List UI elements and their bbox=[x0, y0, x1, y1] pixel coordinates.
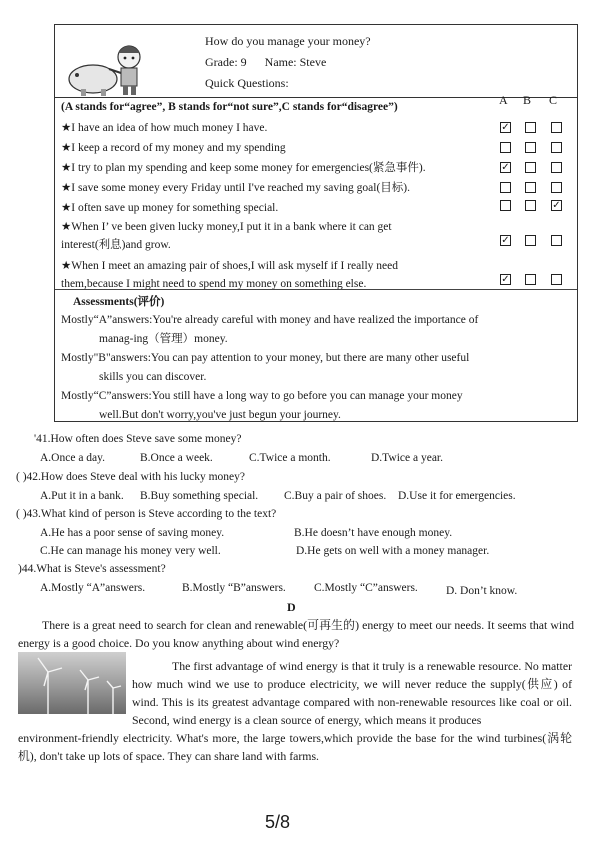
q44-option-c[interactable]: C.Mostly “C”answers. bbox=[314, 582, 418, 594]
assessment-a-line1: Mostly“A”answers:You're already careful with money and have realized the importance of bbox=[61, 314, 479, 326]
checkbox-item5-c[interactable]: ✓ bbox=[552, 200, 561, 211]
checkbox-item1-a[interactable]: ✓ bbox=[501, 122, 510, 133]
column-a-header: A bbox=[499, 93, 508, 107]
page-number: 5/8 bbox=[265, 812, 291, 832]
survey-item-4: ★I save some money every Friday until I've reached my saving goal(目标). bbox=[61, 182, 410, 194]
checkbox-item7-a[interactable]: ✓ bbox=[501, 274, 510, 285]
assessment-c bbox=[61, 387, 566, 425]
checkbox-item7-b[interactable] bbox=[525, 274, 536, 285]
assessment-a bbox=[61, 311, 566, 349]
checkbox-item2-a[interactable] bbox=[500, 142, 511, 153]
checkbox-item4-b[interactable] bbox=[525, 182, 536, 193]
checkbox-item1-b[interactable] bbox=[525, 122, 536, 133]
q41-option-b[interactable]: B.Once a week. bbox=[140, 452, 213, 464]
question-43: ( )43.What kind of person is Steve according to the text? bbox=[16, 508, 277, 520]
survey-box bbox=[54, 24, 578, 422]
wind-turbine-photo bbox=[18, 652, 126, 714]
survey-item-7-line2: them,because I might need to spend my money on something else. bbox=[61, 278, 367, 290]
q41-option-d[interactable]: D.Twice a year. bbox=[371, 452, 443, 464]
checkbox-item5-a[interactable] bbox=[500, 200, 511, 211]
checkbox-item3-c[interactable] bbox=[551, 162, 562, 173]
question-42: ( )42.How does Steve deal with his lucky money? bbox=[16, 471, 245, 483]
q44-option-d[interactable]: D. Don’t know. bbox=[446, 585, 518, 597]
assessment-a-line2: manag-ing（管理）money. bbox=[99, 333, 228, 345]
checkbox-item1-c[interactable] bbox=[551, 122, 562, 133]
assessment-b-line2: skills you can discover. bbox=[99, 371, 207, 383]
survey-item-5: ★I often save up money for something special. bbox=[61, 202, 279, 214]
survey-item-6-line1: ★When I’ ve been given lucky money,I put it in a bank where it can get bbox=[61, 221, 392, 233]
q41-option-a[interactable]: A.Once a day. bbox=[40, 452, 106, 464]
survey-item-7-line1: ★When I meet an amazing pair of shoes,I will ask myself if I really need bbox=[61, 260, 398, 272]
q42-option-c[interactable]: C.Buy a pair of shoes. bbox=[284, 490, 387, 502]
q42-option-d[interactable]: D.Use it for emergencies. bbox=[398, 490, 516, 502]
passage-paragraph-1: There is a great need to search for clean and renewable(可再生的) energy to meet our needs. It seems that wind energy is a good choice. Do you know anything about wind energy? bbox=[18, 618, 574, 650]
checkbox-item5-b[interactable] bbox=[525, 200, 536, 211]
survey-item-2: ★I keep a record of my money and my spending bbox=[61, 142, 286, 154]
q44-option-a[interactable]: A.Mostly “A”answers. bbox=[40, 582, 146, 594]
answer-legend: (A stands for“agree”, B stands for“not sure”,C stands for“disagree”) bbox=[61, 101, 398, 113]
section-d-heading: D bbox=[287, 600, 296, 614]
assessment-b-line1: Mostly"B"answers:You can pay attention to your money, but there are many other useful bbox=[61, 352, 470, 364]
checkbox-item4-a[interactable] bbox=[500, 182, 511, 193]
column-c-header: C bbox=[549, 93, 558, 107]
passage-paragraph-2-cont: environment-friendly electricity. What's more, the large towers,which provide the base for the wind turbines(涡轮机), don't take up lots of space. They can share land with farms. bbox=[18, 731, 572, 763]
column-b-header: B bbox=[523, 93, 532, 107]
question-44: )44.What is Steve's assessment? bbox=[18, 563, 166, 575]
q41-option-c[interactable]: C.Twice a month. bbox=[249, 452, 331, 464]
grade-name: Grade: 9 Name: Steve bbox=[205, 55, 327, 69]
checkbox-item7-c[interactable] bbox=[551, 274, 562, 285]
survey-header bbox=[55, 25, 577, 98]
assessment-divider bbox=[55, 289, 577, 290]
checkbox-item2-c[interactable] bbox=[551, 142, 562, 153]
q43-option-d[interactable]: D.He gets on well with a money manager. bbox=[296, 545, 490, 557]
q43-option-a[interactable]: A.He has a poor sense of saving money. bbox=[40, 527, 225, 539]
checkbox-item6-b[interactable] bbox=[525, 235, 536, 246]
survey-item-3: ★I try to plan my spending and keep some money for emergencies(紧急事件). bbox=[61, 162, 426, 174]
checkbox-item3-b[interactable] bbox=[525, 162, 536, 173]
checkbox-item6-c[interactable] bbox=[551, 235, 562, 246]
q42-option-a[interactable]: A.Put it in a bank. bbox=[40, 490, 124, 502]
checkbox-item2-b[interactable] bbox=[525, 142, 536, 153]
survey-item-6-line2: interest(利息)and grow. bbox=[61, 239, 171, 251]
checkbox-item6-a[interactable]: ✓ bbox=[501, 235, 510, 246]
survey-title: How do you manage your money? bbox=[205, 34, 371, 48]
checkbox-item4-c[interactable] bbox=[551, 182, 562, 193]
survey-item-1: ★I have an idea of how much money I have. bbox=[61, 122, 268, 134]
quick-questions-label: Quick Questions: bbox=[205, 76, 289, 90]
q44-option-b[interactable]: B.Mostly “B”answers. bbox=[182, 582, 286, 594]
assessment-c-line2: well.But don't worry,you've just begun your journey. bbox=[99, 409, 341, 421]
passage-paragraph-2: The first advantage of wind energy is that it truly is a renewable resource. No matter how much wind we use to produce electricity, we will never reduce the supply(供应) of wind. This is its greatest advantage compared with non-renewable resources like coal or oil. Second, wind energy is a clean source of energy, which means it produces bbox=[132, 659, 572, 727]
q43-option-b[interactable]: B.He doesn’t have enough money. bbox=[294, 527, 453, 539]
assessment-b bbox=[61, 349, 566, 387]
survey-item-7 bbox=[61, 257, 481, 293]
boy-piggy-bank-illustration bbox=[63, 39, 153, 97]
checkbox-item3-a[interactable]: ✓ bbox=[501, 162, 510, 173]
question-41: '41.How often does Steve save some money? bbox=[34, 433, 242, 445]
assessment-c-line1: Mostly“C”answers:You still have a long way to go before you can manage your money bbox=[61, 390, 463, 402]
q43-option-c[interactable]: C.He can manage his money very well. bbox=[40, 545, 221, 557]
wind-turbine-icon bbox=[18, 652, 126, 714]
assessments-title: Assessments(评价) bbox=[73, 296, 165, 308]
q42-option-b[interactable]: B.Buy something special. bbox=[140, 490, 259, 502]
survey-item-6 bbox=[61, 218, 481, 254]
